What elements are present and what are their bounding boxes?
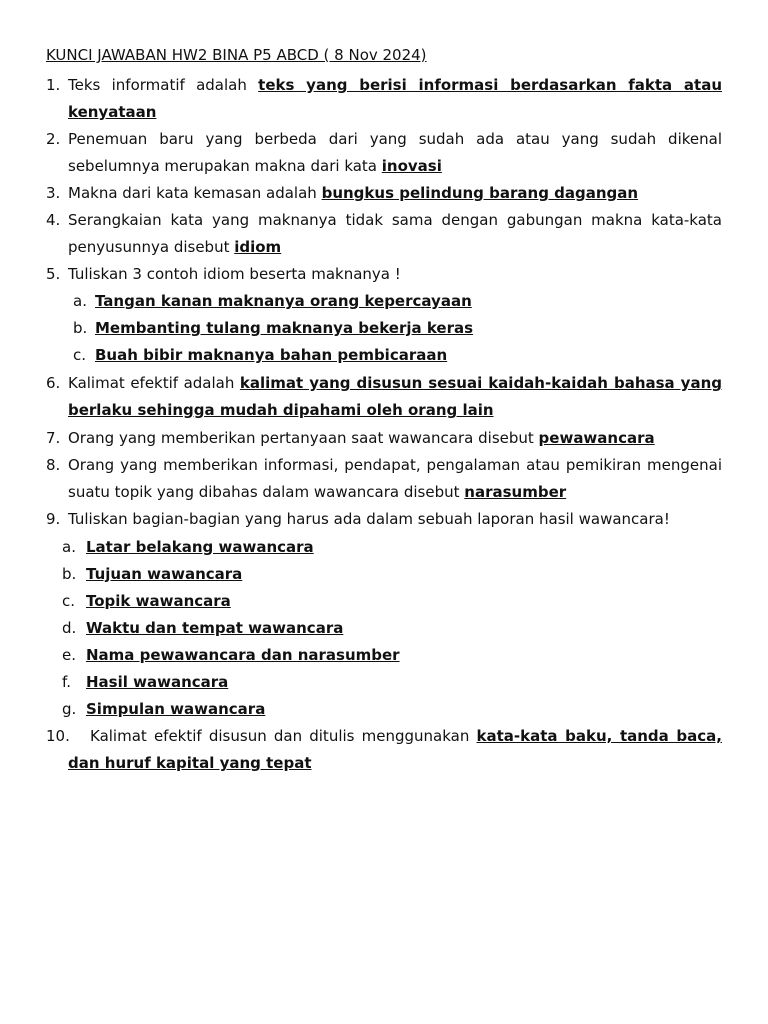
list-item-3 [46, 180, 722, 207]
answer-text: Buah bibir maknanya bahan pembicaraan [95, 346, 448, 364]
list-item-8 [46, 452, 722, 506]
item-text [68, 452, 722, 506]
answer-text: Topik wawancara [86, 592, 231, 610]
report-part-d [62, 615, 343, 642]
question-text: Kalimat efektif adalah [68, 374, 240, 392]
answer-text: inovasi [381, 157, 442, 176]
item-number: 5. [46, 265, 61, 283]
report-part-g [62, 696, 265, 723]
question-text: Tuliskan 3 contoh idiom beserta maknanya ! [68, 265, 401, 283]
sub-letter: c. [62, 592, 76, 610]
item-text [68, 370, 722, 424]
answer-text: pewawancara [538, 429, 655, 447]
item-number: 9. [46, 510, 61, 528]
item-number: 4. [46, 211, 61, 229]
item-number: 6. [46, 374, 61, 392]
answer-text: kata-kata baku, tanda baca, dan huruf kapital yang tepat [68, 727, 722, 773]
document-title: KUNCI JAWABAN HW2 BINA P5 ABCD ( 8 Nov 2024) [46, 46, 427, 64]
sub-letter: d. [62, 619, 77, 637]
list-item-10 [46, 723, 722, 777]
answer-text: bungkus pelindung barang dagangan [321, 184, 639, 202]
answer-text: idiom [234, 238, 282, 257]
question-text: Orang yang memberikan pertanyaan saat wawancara disebut [68, 429, 539, 447]
list-item-4 [46, 207, 722, 261]
sub-letter: e. [62, 646, 76, 664]
question-text: Kalimat efektif disusun dan ditulis menggunakan [90, 727, 477, 745]
sub-letter: g. [62, 700, 77, 718]
list-item-7 [46, 425, 722, 452]
list-item-1 [46, 72, 722, 126]
item-number: 3. [46, 184, 61, 202]
idiom-item-b [73, 315, 473, 342]
item-text [68, 126, 722, 180]
sub-letter: a. [73, 292, 87, 310]
question-text: Orang yang memberikan informasi, pendapat, pengalaman atau pemikiran mengenai suatu topik yang dibahas dalam wawancara disebut [68, 456, 722, 502]
list-item-9 [46, 506, 722, 533]
item-number: 1. [46, 76, 61, 94]
item-number: 10. [46, 727, 70, 745]
sub-letter: b. [62, 565, 77, 583]
item-number: 7. [46, 429, 61, 447]
report-part-e [62, 642, 400, 669]
sub-letter: a. [62, 538, 76, 556]
item-text [68, 72, 722, 126]
list-item-2 [46, 126, 722, 180]
item-text [68, 723, 722, 777]
item-number: 8. [46, 456, 61, 474]
report-part-b [62, 561, 242, 588]
answer-text: narasumber [464, 483, 567, 502]
sub-letter: c. [73, 346, 87, 364]
list-item-5 [46, 261, 722, 288]
question-text: Teks informatif adalah [68, 76, 259, 94]
report-part-f [62, 669, 228, 696]
item-number: 2. [46, 130, 61, 148]
question-text: Tuliskan bagian-bagian yang harus ada dalam sebuah laporan hasil wawancara! [68, 510, 670, 528]
answer-text: Nama pewawancara dan narasumber [86, 646, 400, 664]
answer-text: teks yang berisi informasi berdasarkan fakta atau kenyataan [68, 76, 723, 122]
sub-letter: b. [73, 319, 88, 337]
idiom-item-c [73, 342, 447, 369]
answer-text: Membanting tulang maknanya bekerja keras [95, 319, 474, 337]
question-text: Serangkaian kata yang maknanya tidak sama dengan gabungan makna kata-kata penyusunnya disebut [68, 211, 722, 257]
answer-text: Simpulan wawancara [86, 700, 266, 718]
question-text: Penemuan baru yang berbeda dari yang sudah ada atau yang sudah dikenal sebelumnya merupakan makna dari kata [68, 130, 722, 176]
answer-text: Hasil wawancara [86, 673, 229, 691]
item-text [68, 425, 722, 452]
report-part-c [62, 588, 231, 615]
item-text [68, 180, 722, 207]
list-item-6 [46, 370, 722, 424]
answer-text: kalimat yang disusun sesuai kaidah-kaidah bahasa yang berlaku sehingga mudah dipahami oleh orang lain [68, 374, 722, 420]
item-text [68, 207, 722, 261]
answer-text: Tujuan wawancara [86, 565, 243, 583]
sub-letter: f. [62, 673, 71, 691]
answer-text: Latar belakang wawancara [86, 538, 314, 556]
idiom-item-a [73, 288, 472, 315]
report-part-a [62, 534, 314, 561]
item-text [68, 261, 722, 288]
question-text: Makna dari kata kemasan adalah [68, 184, 322, 202]
item-text [68, 506, 722, 533]
answer-text: Tangan kanan maknanya orang kepercayaan [95, 292, 472, 310]
answer-text: Waktu dan tempat wawancara [86, 619, 344, 637]
